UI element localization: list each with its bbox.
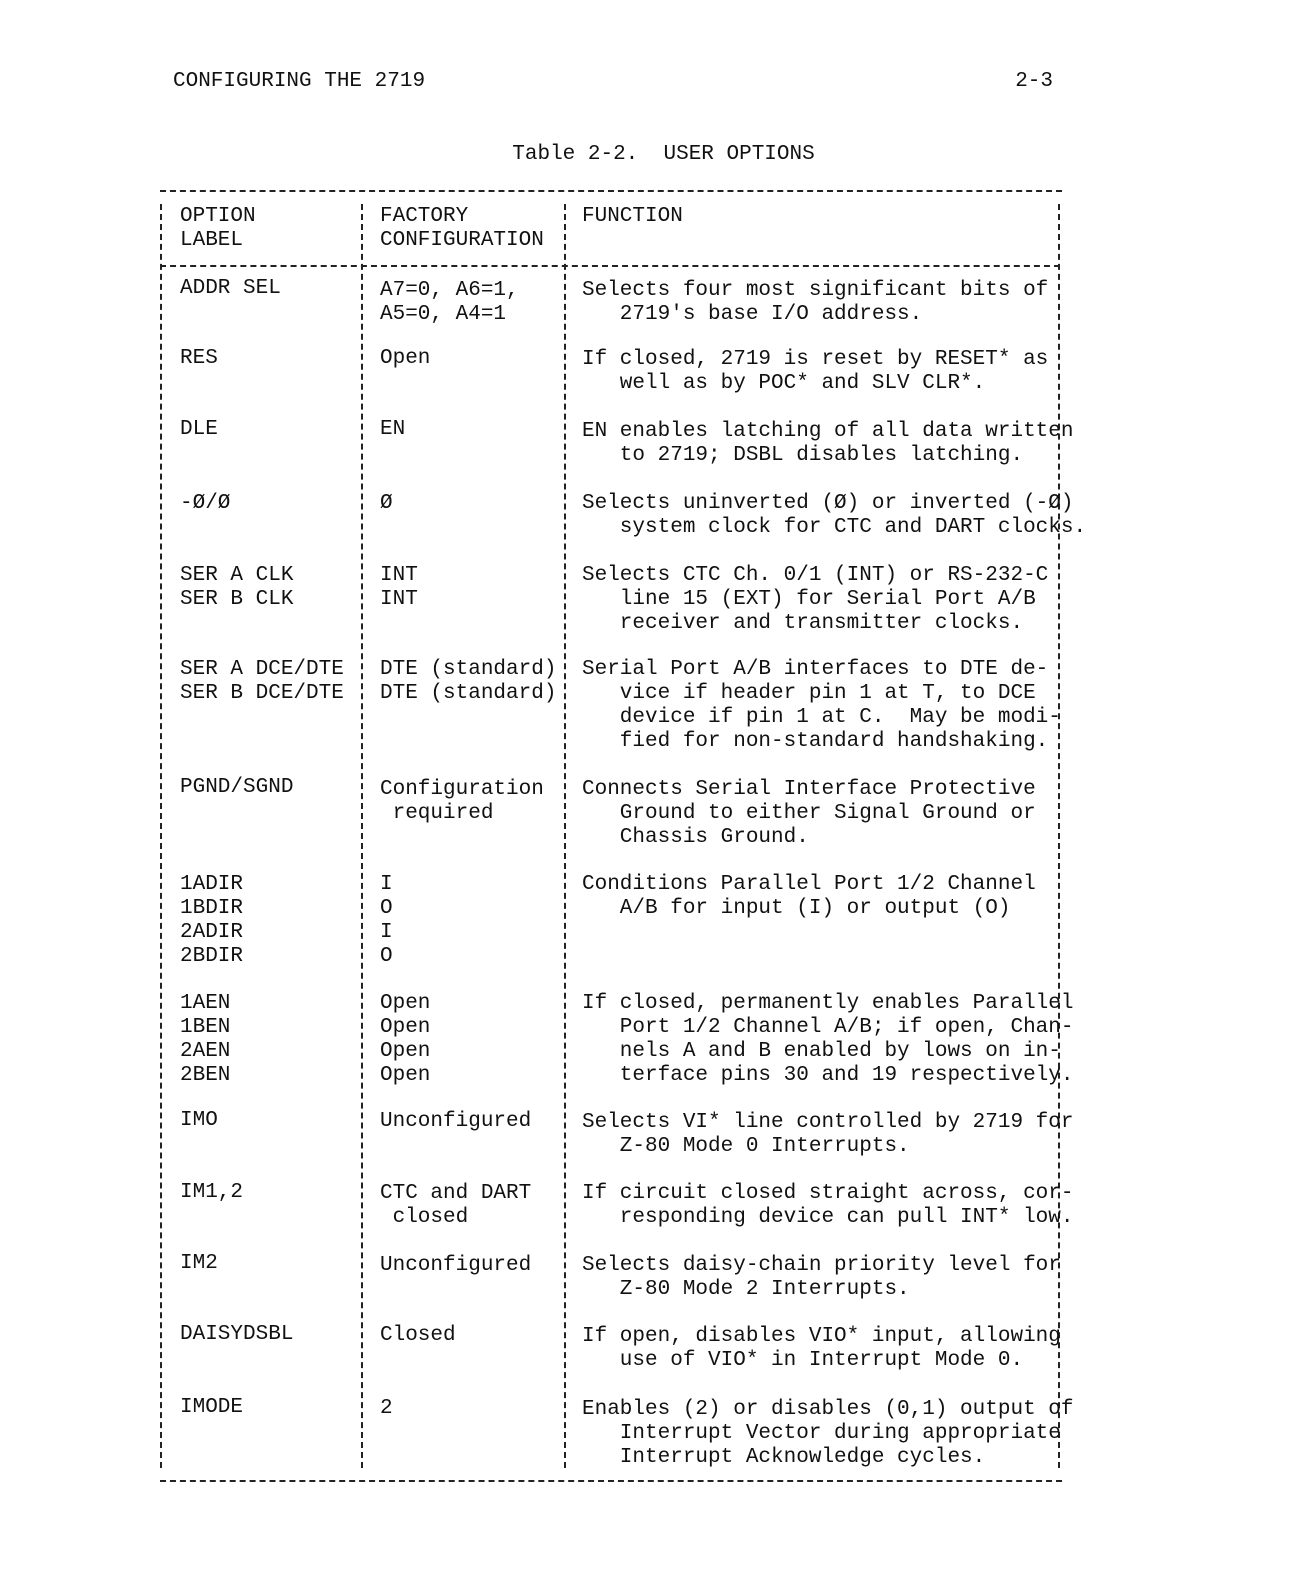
row-factory: A7=0, A6=1, A5=0, A4=1 [380, 279, 519, 326]
column-header-factory-configuration: FACTORY CONFIGURATION [380, 205, 544, 252]
row-label: DLE [180, 418, 218, 441]
header-separator [160, 265, 1060, 267]
row-label: IMODE [180, 1396, 244, 1419]
row-factory: Open Open Open Open [380, 992, 431, 1087]
column-header-option-label: OPTION LABEL [180, 205, 256, 252]
row-label: PGND/SGND [180, 776, 294, 799]
row-factory: Open [380, 347, 431, 370]
row-label: IM1,2 [180, 1181, 244, 1204]
row-label: RES [180, 347, 218, 370]
row-function: Conditions Parallel Port 1/2 Channel A/B for input (I) or output (O) [582, 873, 1036, 920]
page-number: 2-3 [1015, 70, 1053, 93]
row-factory: CTC and DART closed [380, 1182, 532, 1229]
row-label: SER A CLK SER B CLK [180, 564, 294, 611]
row-function: If closed, 2719 is reset by RESET* as well as by POC* and SLV CLR*. [582, 348, 1049, 395]
row-function: EN enables latching of all data written to 2719; DSBL disables latching. [582, 420, 1074, 467]
row-label: DAISYDSBL [180, 1323, 294, 1346]
row-function: Selects CTC Ch. 0/1 (INT) or RS-232-C line 15 (EXT) for Serial Port A/B receiver and transmitter clocks. [582, 564, 1049, 635]
table-left-border [160, 204, 162, 1468]
row-label: IMO [180, 1109, 218, 1132]
row-label: -Ø/Ø [180, 492, 231, 515]
column-header-function: FUNCTION [582, 205, 683, 228]
row-factory: Closed [380, 1324, 456, 1347]
row-label: 1AEN 1BEN 2AEN 2BEN [180, 992, 231, 1087]
user-options-table [160, 190, 1087, 1482]
row-factory: 2 [380, 1397, 393, 1420]
row-function: Connects Serial Interface Protective Ground to either Signal Ground or Chassis Ground. [582, 778, 1036, 849]
row-function: If open, disables VIO* input, allowing use of VIO* in Interrupt Mode 0. [582, 1325, 1061, 1372]
row-factory: Ø [380, 492, 393, 515]
table-right-border [1058, 204, 1060, 1468]
row-label: SER A DCE/DTE SER B DCE/DTE [180, 658, 344, 705]
row-factory: INT INT [380, 564, 418, 611]
row-function: If closed, permanently enables Parallel Port 1/2 Channel A/B; if open, Chan- nels A and B enabled by lows on in- terface pins 30 and 19 respectively. [582, 992, 1074, 1087]
row-function: If circuit closed straight across, cor- responding device can pull INT* low. [582, 1182, 1074, 1229]
row-function: Enables (2) or disables (0,1) output of Interrupt Vector during appropriate Interrupt Acknowledge cycles. [582, 1398, 1074, 1469]
row-factory: Unconfigured [380, 1254, 532, 1277]
row-label: 1ADIR 1BDIR 2ADIR 2BDIR [180, 873, 244, 968]
row-label: ADDR SEL [180, 277, 281, 300]
table-title: Table 2-2. USER OPTIONS [512, 143, 815, 166]
row-factory: Unconfigured [380, 1110, 532, 1133]
row-factory: DTE (standard) DTE (standard) [380, 658, 557, 705]
row-function: Selects VI* line controlled by 2719 for Z-80 Mode 0 Interrupts. [582, 1111, 1074, 1158]
row-label: IM2 [180, 1252, 218, 1275]
row-factory: Configuration required [380, 778, 544, 825]
row-function: Selects four most significant bits of 2719's base I/O address. [582, 279, 1049, 326]
row-factory: I O I O [380, 873, 393, 968]
row-factory: EN [380, 418, 406, 441]
page-header [173, 70, 1053, 98]
chapter-title: CONFIGURING THE 2719 [173, 70, 426, 93]
column-divider [361, 204, 363, 1468]
row-function: Selects daisy-chain priority level for Z-80 Mode 2 Interrupts. [582, 1254, 1061, 1301]
column-divider [564, 204, 566, 1468]
row-function: Serial Port A/B interfaces to DTE de- vice if header pin 1 at T, to DCE device if pin 1 at C. May be modi- fied for non-standard handshaking. [582, 658, 1061, 753]
row-function: Selects uninverted (Ø) or inverted (-Ø) system clock for CTC and DART clocks. [582, 492, 1087, 539]
